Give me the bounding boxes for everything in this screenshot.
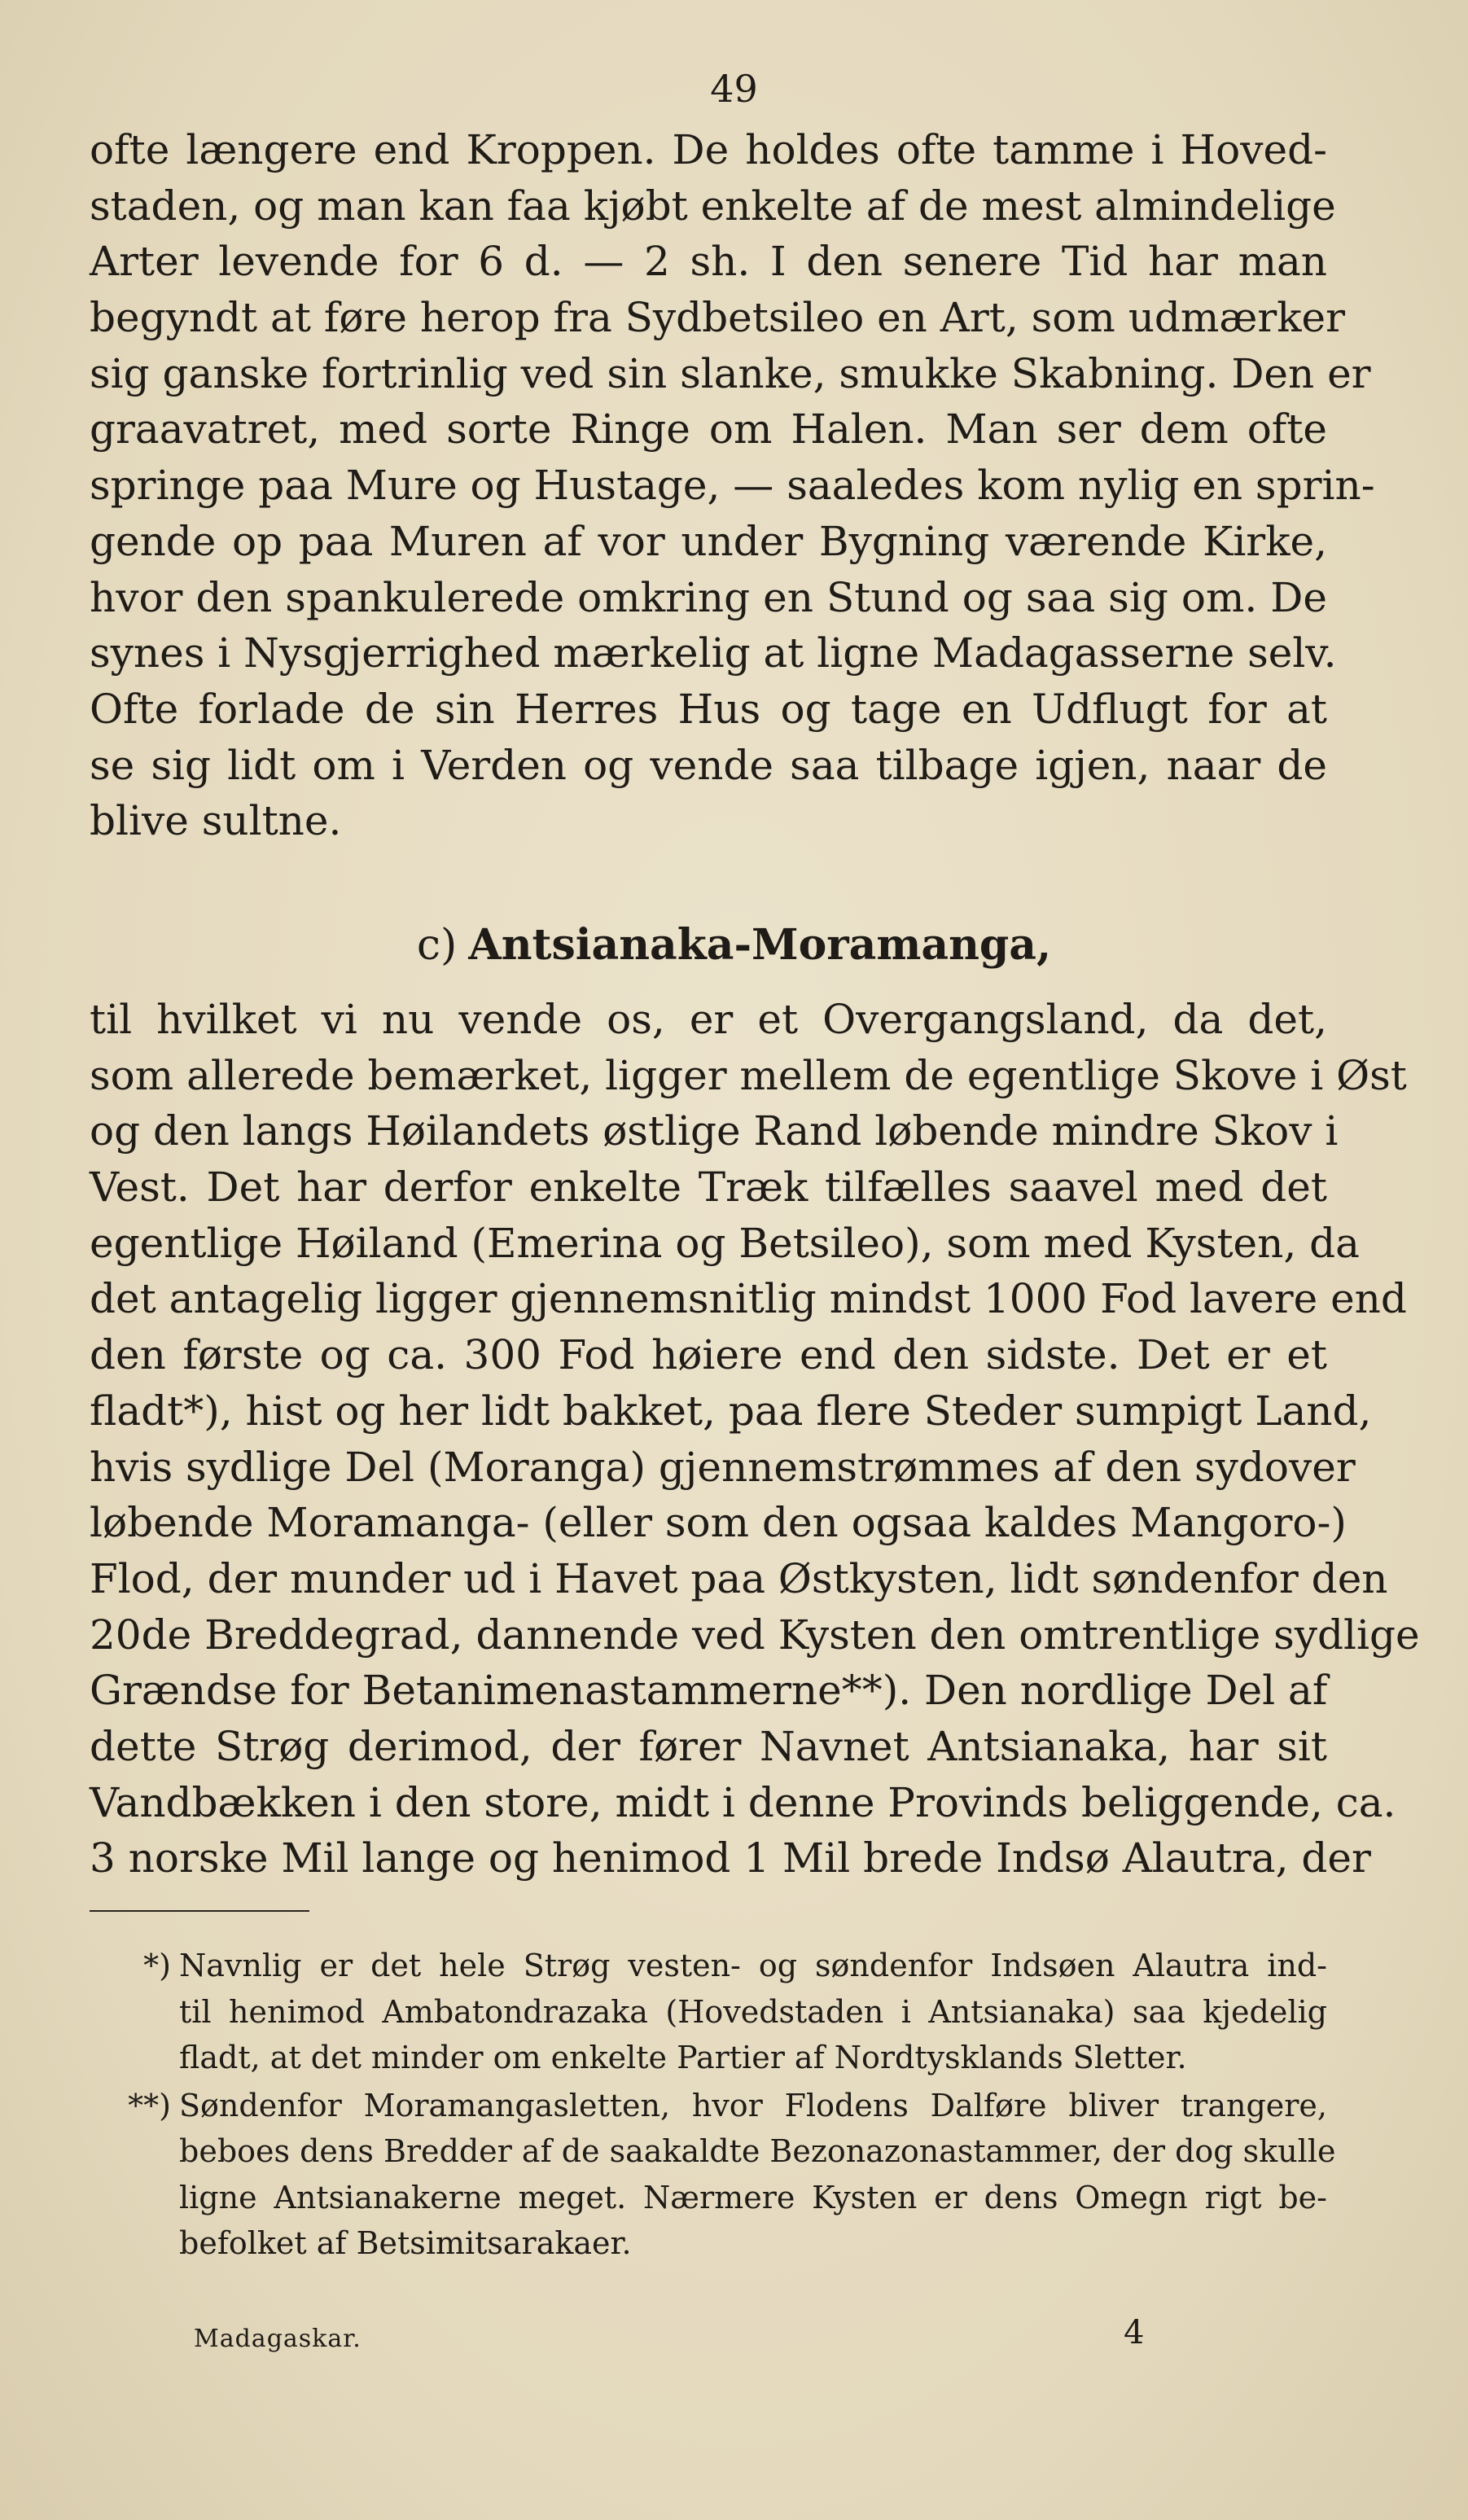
text-line: Grændse for Betanimenastammerne**). Den nordlige Del af <box>90 1667 1328 1715</box>
footnote <box>90 2083 1336 2267</box>
text-line: springe paa Mure og Hustage, — saaledes kom nylig en sprin- <box>90 462 1375 510</box>
text-line: begyndt at føre herop fra Sydbetsileo en Art, som udmærker <box>90 294 1346 342</box>
text-line: graavatret, med sorte Ringe om Halen. Man ser dem ofte <box>90 405 1327 454</box>
text-line: fladt, at det minder om enkelte Partier af Nordtysklands Sletter. <box>179 2040 1187 2075</box>
signature-mark: Madagaskar. <box>194 2325 362 2353</box>
text-line: til henimod Ambatondrazaka (Hovedstaden i Antsianaka) saa kjedelig <box>179 1993 1327 2030</box>
text-line: det antagelig ligger gjennemsnitlig mindst 1000 Fod lavere end <box>90 1275 1407 1323</box>
text-line: hvis sydlige Del (Moranga) gjennemstrømmes af den sydover <box>90 1443 1356 1491</box>
text-line: til hvilket vi nu vende os, er et Overgangsland, da det, <box>90 996 1327 1043</box>
text-line: beboes dens Bredder af de saakaldte Bezonazonastammer, der dog skulle <box>179 2133 1336 2169</box>
text-line: ligne Antsianakerne meget. Nærmere Kysten er dens Omegn rigt be- <box>179 2179 1327 2215</box>
text-line: Arter levende for 6 d. — 2 sh. I den senere Tid har man <box>90 238 1327 286</box>
footnote-mark: *) <box>143 1948 171 1983</box>
text-line: løbende Moramanga- (eller som den ogsaa kaldes Mangoro-) <box>90 1499 1347 1547</box>
section-label: c) <box>416 921 458 970</box>
text-line: 3 norske Mil lange og henimod 1 Mil brede Indsø Alautra, der <box>90 1834 1371 1882</box>
paragraph-2 <box>90 992 1420 1887</box>
text-line: Ofte forlade de sin Herres Hus og tage en Udflugt for at <box>90 685 1327 733</box>
text-line: og den langs Høilandets østlige Rand løbende mindre Skov i <box>90 1107 1339 1155</box>
section-heading <box>0 920 1468 970</box>
footnote-rule <box>90 1910 309 1912</box>
footnote <box>90 1943 1327 2081</box>
text-line: 20de Breddegrad, dannende ved Kysten den omtrentlige sydlige <box>90 1611 1420 1659</box>
text-line: Flod, der munder ud i Havet paa Østkysten, lidt søndenfor den <box>90 1554 1388 1602</box>
paragraph-1 <box>90 122 1375 849</box>
text-line: synes i Nysgjerrighed mærkelig at ligne Madagasserne selv. <box>90 629 1337 677</box>
footnote-mark: **) <box>128 2087 171 2123</box>
text-line: staden, og man kan faa kjøbt enkelte af de mest almindelige <box>90 182 1336 230</box>
text-line: hvor den spankulerede omkring en Stund og saa sig om. De <box>90 573 1327 621</box>
text-line: sig ganske fortrinlig ved sin slanke, smukke Skabning. Den er <box>90 349 1371 397</box>
footnotes <box>90 1943 1336 2268</box>
text-line: den første og ca. 300 Fod høiere end den sidste. Det er et <box>90 1331 1327 1379</box>
text-line: egentlige Høiland (Emerina og Betsileo), som med Kysten, da <box>90 1219 1360 1267</box>
text-line: fladt*), hist og her lidt bakket, paa flere Steder sumpigt Land, <box>90 1387 1372 1435</box>
text-line: dette Strøg derimod, der fører Navnet Antsianaka, har sit <box>90 1722 1327 1770</box>
sheet-number: 4 <box>1124 2314 1145 2351</box>
text-line: Søndenfor Moramangasletten, hvor Flodens Dalføre bliver trangere, <box>179 2087 1327 2123</box>
section-title: Antsianaka-Moramanga, <box>468 920 1052 970</box>
text-line: Navnlig er det hele Strøg vesten- og søndenfor Indsøen Alautra ind- <box>179 1948 1327 1983</box>
text-line: gende op paa Muren af vor under Bygning værende Kirke, <box>90 517 1327 565</box>
text-line: blive sultne. <box>90 797 342 845</box>
text-line: Vest. Det har derfor enkelte Træk tilfælles saavel med det <box>90 1164 1327 1212</box>
text-line: befolket af Betsimitsarakaer. <box>179 2225 632 2261</box>
text-line: Vandbækken i den store, midt i denne Provinds beliggende, ca. <box>90 1778 1396 1826</box>
text-line: se sig lidt om i Verden og vende saa tilbage igjen, naar de <box>90 741 1327 789</box>
text-line: som allerede bemærket, ligger mellem de egentlige Skove i Øst <box>90 1051 1407 1099</box>
text-line: ofte længere end Kroppen. De holdes ofte tamme i Hoved- <box>90 126 1327 173</box>
page-number: 49 <box>710 67 758 111</box>
